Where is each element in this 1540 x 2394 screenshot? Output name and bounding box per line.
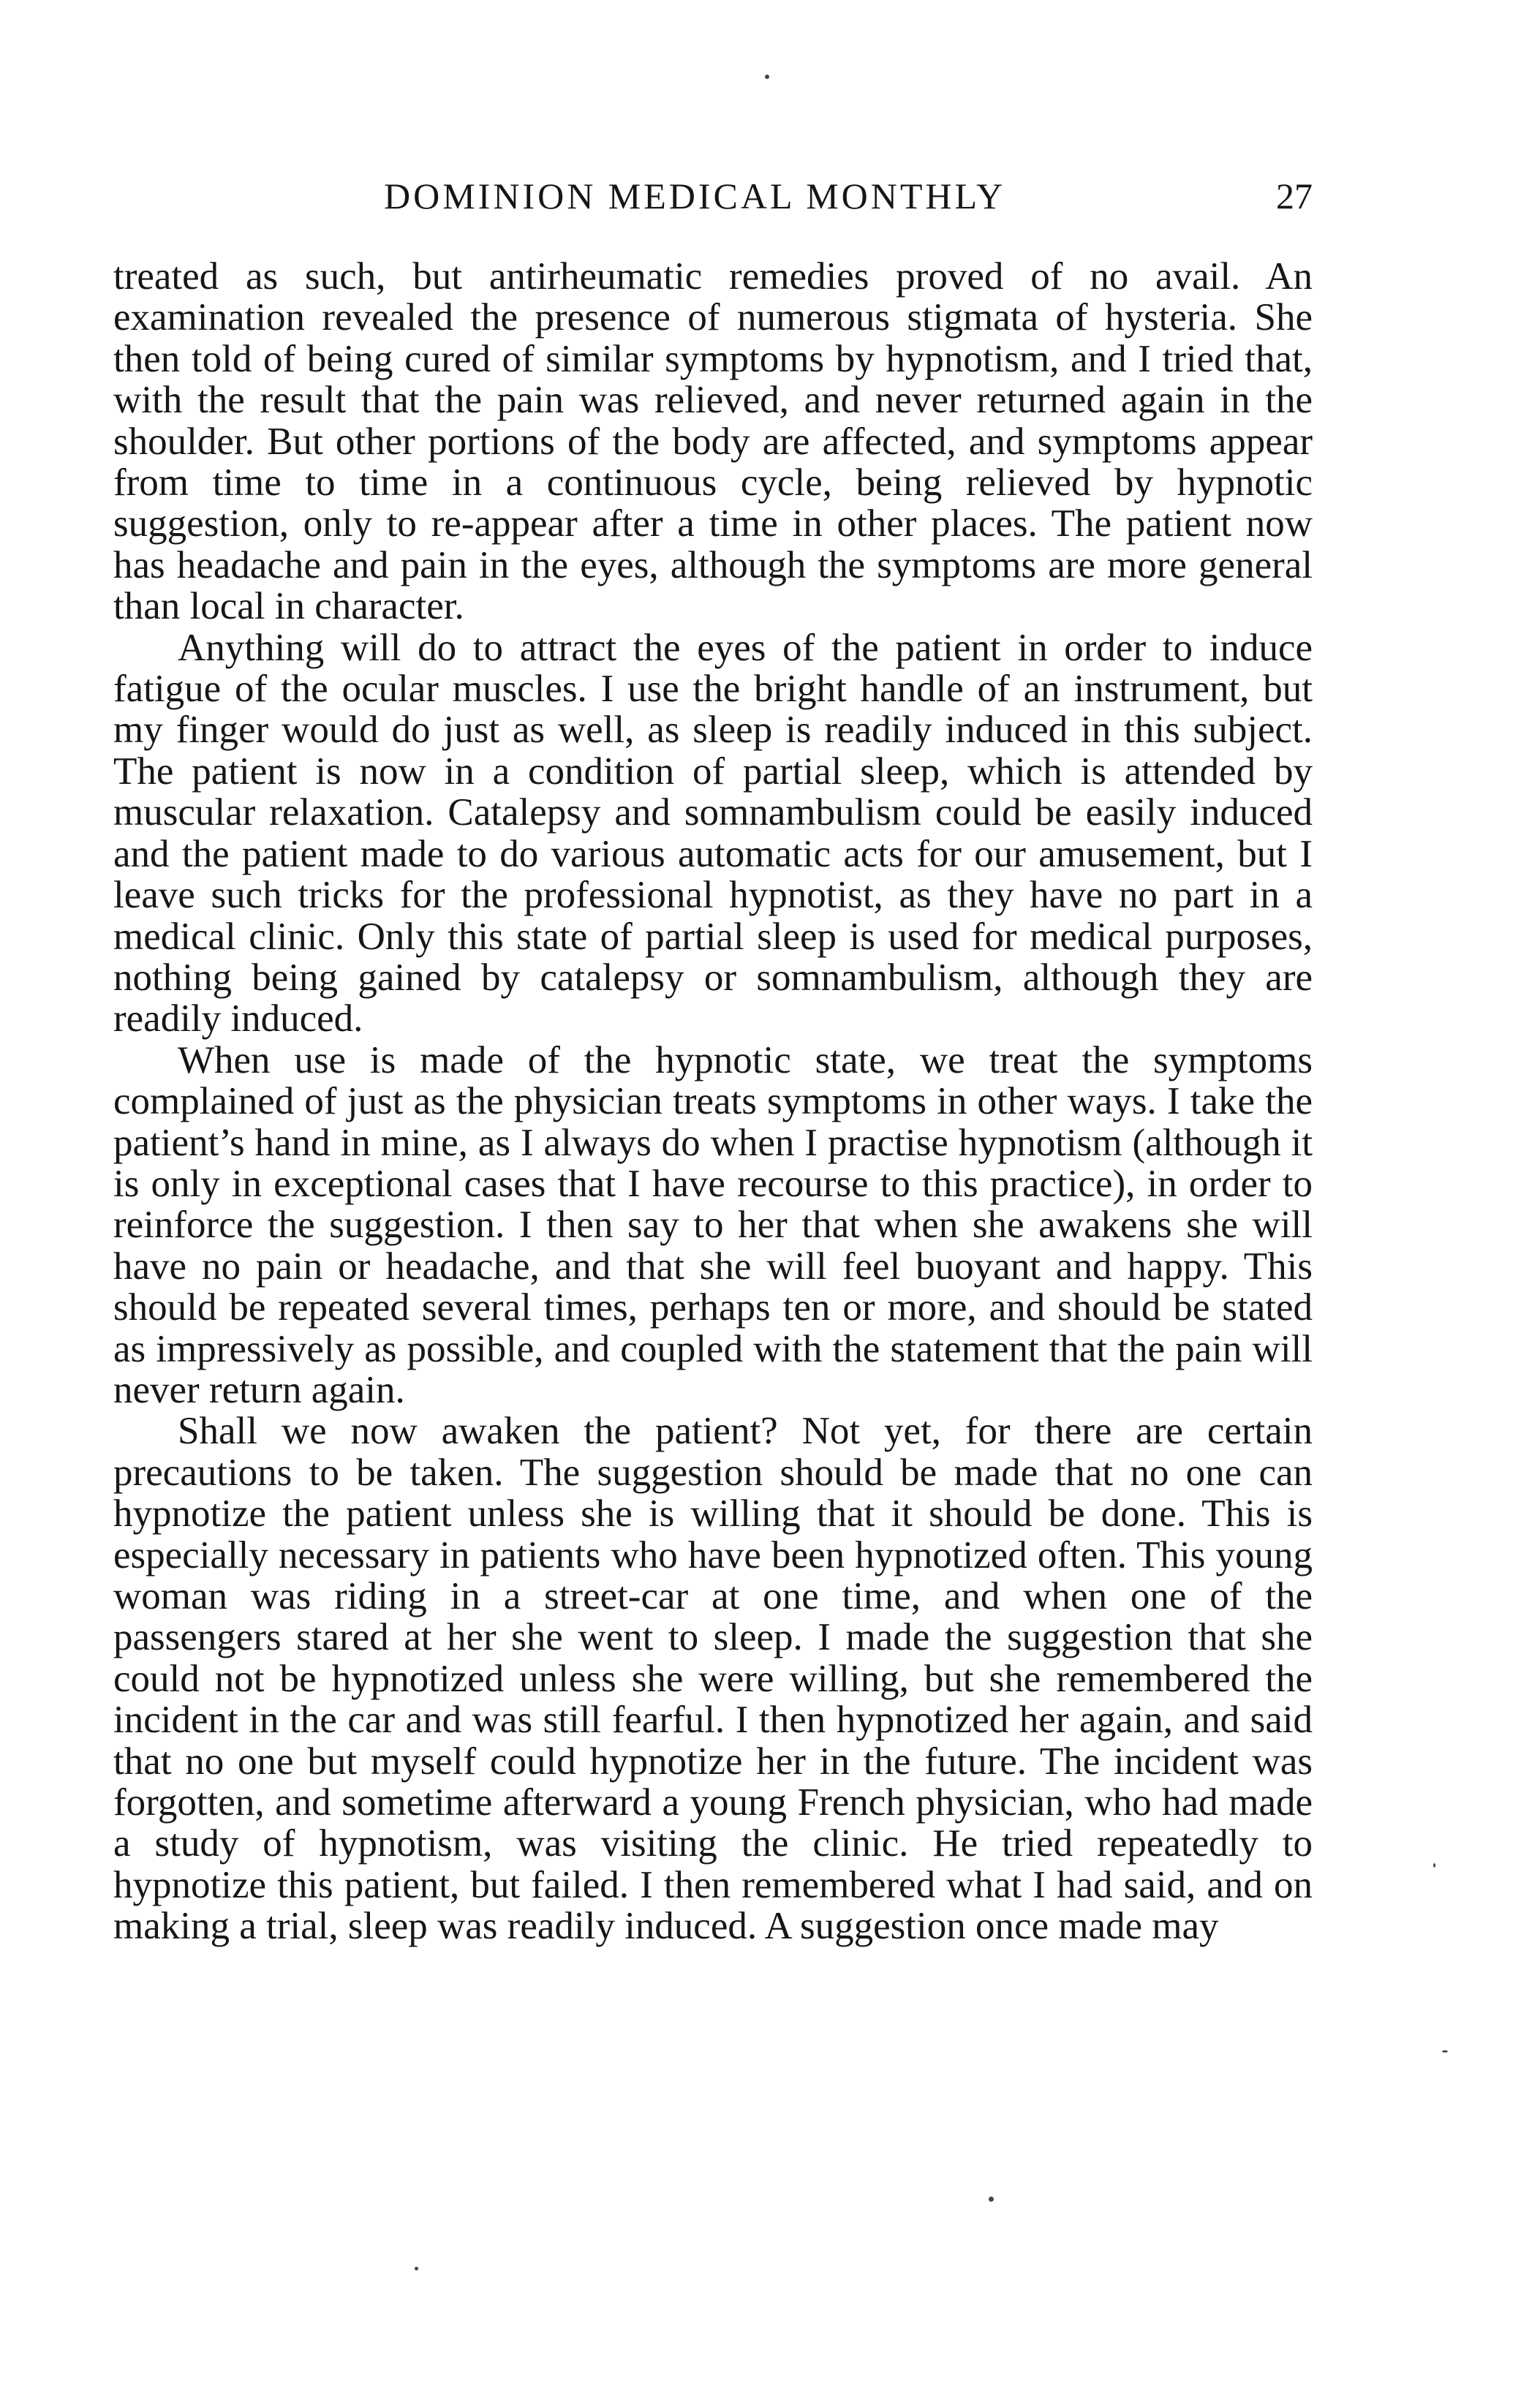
print-speck (765, 75, 769, 79)
body-text (113, 256, 1313, 1947)
print-speck (415, 2267, 418, 2270)
paragraph-induction: Anything will do to attract the eyes of the patient in order to induce fatigue of the ocular muscles. I use the bright handle of an instrument, but my finger would do just as well, as sleep is readily induced in this subject. The patient is now in a condition of partial sleep, which is attended by muscular relaxation. Catalepsy and somnambulism could be easily induced and the patient made to do various automatic acts for our amusement, but I leave such tricks for the professional hypnotist, as they have no part in a medical clinic. Only this state of partial sleep is used for medical purposes, nothing being gained by catalepsy or somnambulism, although they are readily induced. (113, 626, 1313, 1041)
paragraph-continuation: treated as such, but antirheumatic remedies proved of no avail. An examination revealed the presence of numerous stigmata of hysteria. She then told of being cured of similar symptoms by hypnotism, and I tried that, with the result that the pain was relieved, and never returned again in the shoulder. But other portions of the body are affected, and symptoms appear from time to time in a continuous cycle, being relieved by hypnotic suggestion, only to re-appear after a time in other places. The patient now has headache and pain in the eyes, although the symptoms are more general than local in character. (113, 255, 1313, 628)
running-head (113, 174, 1313, 225)
page-number: 27 (1276, 175, 1313, 216)
paragraph-suggestion: When use is made of the hypnotic state, we treat the symptoms complained of just as the physician treats symptoms in other ways. I take the patient’s hand in mine, as I always do when I practise hypnotism (although it is only in exceptional cases that I have recourse to this practice), in order to reinforce the suggestion. I then say to her that when she awakens she will have no pain or headache, and that she will feel buoyant and happy. This should be repeated several times, perhaps ten or more, and should be stated as impressively as possible, and coupled with the statement that the pain will never return again. (113, 1038, 1313, 1411)
paragraph-precautions: Shall we now awaken the patient? Not yet, for there are certain precautions to be taken. The suggestion should be made that no one can hypnotize the patient unless she is willing that it should be done. This is especially necessary in patients who have been hypnotized often. This young woman was riding in a street-car at one time, and when one of the passengers stared at her she went to sleep. I made the suggestion that she could not be hypnotized unless she were willing, but she remembered the incident in the car and was still fearful. I then hypnotized her again, and said that no one but myself could hypnotize her in the future. The incident was forgotten, and sometime afterward a young French physician, who had made a study of hypnotism, was visiting the clinic. He tried repeatedly to hypnotize this patient, but failed. I then remembered what I had said, and on making a trial, sleep was readily induced. A suggestion once made may (113, 1410, 1313, 1948)
print-speck (1433, 1863, 1435, 1868)
print-speck (989, 2197, 994, 2202)
print-speck (1442, 2050, 1448, 2053)
journal-title: DOMINION MEDICAL MONTHLY (384, 175, 1006, 216)
